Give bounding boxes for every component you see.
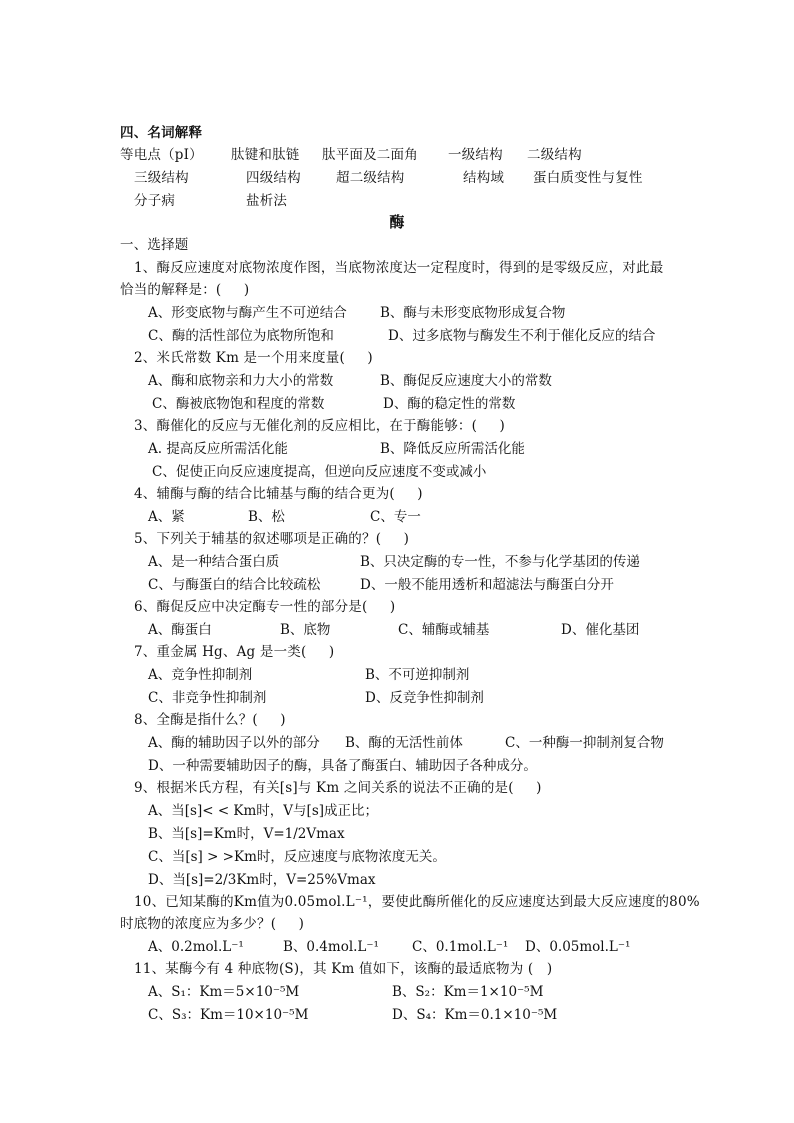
answer-option: C、专一 (370, 509, 421, 525)
question-text: 2、米氏常数 Km 是一个用来度量( ) (134, 350, 373, 366)
answer-option: A、酶和底物亲和力大小的常数 (148, 373, 334, 389)
answer-option: B、不可逆抑制剂 (365, 667, 470, 683)
answer-option: D、一种需要辅助因子的酶，具备了酶蛋白、辅助因子各种成分。 (148, 758, 537, 774)
term: 蛋白质变性与复性 (533, 170, 643, 186)
question-text: 3、酶催化的反应与无催化剂的反应相比，在于酶能够：( ) (134, 418, 505, 434)
question-text: 7、重金属 Hg、Ag 是一类( ) (134, 644, 335, 660)
answer-option: D、过多底物与酶发生不利于催化反应的结合 (388, 328, 656, 344)
answer-option: B、酶促反应速度大小的常数 (380, 373, 552, 389)
answer-option: C、酶被底物饱和程度的常数 (152, 396, 325, 412)
term: 肽键和肽链 (231, 147, 300, 163)
answer-option: D、S₄：Km＝0.1×10⁻⁵M (392, 1007, 558, 1023)
question-text: 9、根据米氏方程，有关[s]与 Km 之间关系的说法不正确的是( ) (134, 780, 542, 796)
question-text: 恰当的解释是：( ) (120, 282, 250, 298)
answer-option: C、非竞争性抑制剂 (148, 690, 267, 706)
answer-option: A、竞争性抑制剂 (148, 667, 253, 683)
term: 分子病 (134, 193, 176, 209)
question-text: 5、下列关于辅基的叙述哪项是正确的？( ) (134, 531, 410, 547)
question-text: 4、辅酶与酶的结合比辅基与酶的结合更为( ) (134, 486, 423, 502)
term: 结构域 (463, 170, 505, 186)
question-text: 时底物的浓度应为多少？( ) (120, 916, 305, 932)
answer-option: D、催化基团 (561, 622, 640, 638)
answer-option: D、反竞争性抑制剂 (365, 690, 484, 706)
answer-option: A、S₁：Km＝5×10⁻⁵M (148, 984, 300, 1000)
answer-option: A、形变底物与酶产生不可逆结合 (148, 305, 347, 321)
question-text: 8、全酶是指什么？( ) (134, 712, 286, 728)
answer-option: D、一般不能用透析和超滤法与酶蛋白分开 (360, 577, 614, 593)
answer-option: D、当[s]=2/3Km时，V=25%Vmax (148, 872, 376, 888)
term: 二级结构 (527, 147, 582, 163)
answer-option: C、促使正向反应速度提高，但逆向反应速度不变或减小 (152, 464, 487, 480)
answer-option: A、0.2mol.L⁻¹ (148, 939, 244, 955)
answer-option: A. 提高反应所需活化能 (148, 441, 288, 457)
answer-option: B、S₂：Km＝1×10⁻⁵M (392, 984, 544, 1000)
answer-option: B、降低反应所需活化能 (380, 441, 525, 457)
answer-option: B、酶的无活性前体 (345, 735, 463, 751)
answer-option: B、底物 (280, 622, 331, 638)
answer-option: C、辅酶或辅基 (398, 622, 490, 638)
term: 一级结构 (448, 147, 503, 163)
question-text: 6、酶促反应中决定酶专一性的部分是( ) (134, 599, 396, 615)
answer-option: C、0.1mol.L⁻¹ (412, 939, 509, 955)
answer-option: A、酶蛋白 (148, 622, 212, 638)
question-text: 10、已知某酶的Km值为0.05mol.L⁻¹，要使此酶所催化的反应速度达到最大反应速度的80% (134, 894, 700, 910)
answer-option: B、0.4mol.L⁻¹ (283, 939, 379, 955)
answer-option: C、S₃：Km＝10×10⁻⁵M (148, 1007, 309, 1023)
answer-option: C、与酶蛋白的结合比较疏松 (148, 577, 321, 593)
answer-option: A、紧 (148, 509, 185, 525)
section-heading: 四、名词解释 (120, 125, 203, 141)
term: 超二级结构 (336, 170, 405, 186)
answer-option: C、当[s] > >Km时，反应速度与底物浓度无关。 (148, 849, 446, 865)
answer-option: D、酶的稳定性的常数 (383, 396, 516, 412)
term: 等电点（pI） (120, 147, 203, 163)
chapter-title: 酶 (389, 213, 405, 231)
answer-option: A、是一种结合蛋白质 (148, 554, 280, 570)
term: 三级结构 (134, 170, 189, 186)
answer-option: B、只决定酶的专一性，不参与化学基团的传递 (360, 554, 640, 570)
term: 四级结构 (246, 170, 301, 186)
answer-option: A、当[s]< < Km时，V与[s]成正比； (148, 803, 379, 819)
answer-option: B、酶与未形变底物形成复合物 (380, 305, 566, 321)
term: 盐析法 (246, 193, 288, 209)
question-text: 11、某酶今有 4 种底物(S)，其 Km 值如下，该酶的最适底物为 ( ) (134, 961, 553, 977)
term: 肽平面及二面角 (322, 147, 418, 163)
answer-option: A、酶的辅助因子以外的部分 (148, 735, 320, 751)
answer-option: B、当[s]=Km时，V=1/2Vmax (148, 826, 345, 842)
answer-option: C、一种酶一抑制剂复合物 (505, 735, 664, 751)
question-text: 1、酶反应速度对底物浓度作图，当底物浓度达一定程度时，得到的是零级反应，对此最 (134, 260, 664, 276)
part-heading: 一、选择题 (120, 237, 189, 253)
answer-option: C、酶的活性部位为底物所饱和 (148, 328, 334, 344)
answer-option: D、0.05mol.L⁻¹ (525, 939, 631, 955)
answer-option: B、松 (248, 509, 285, 525)
